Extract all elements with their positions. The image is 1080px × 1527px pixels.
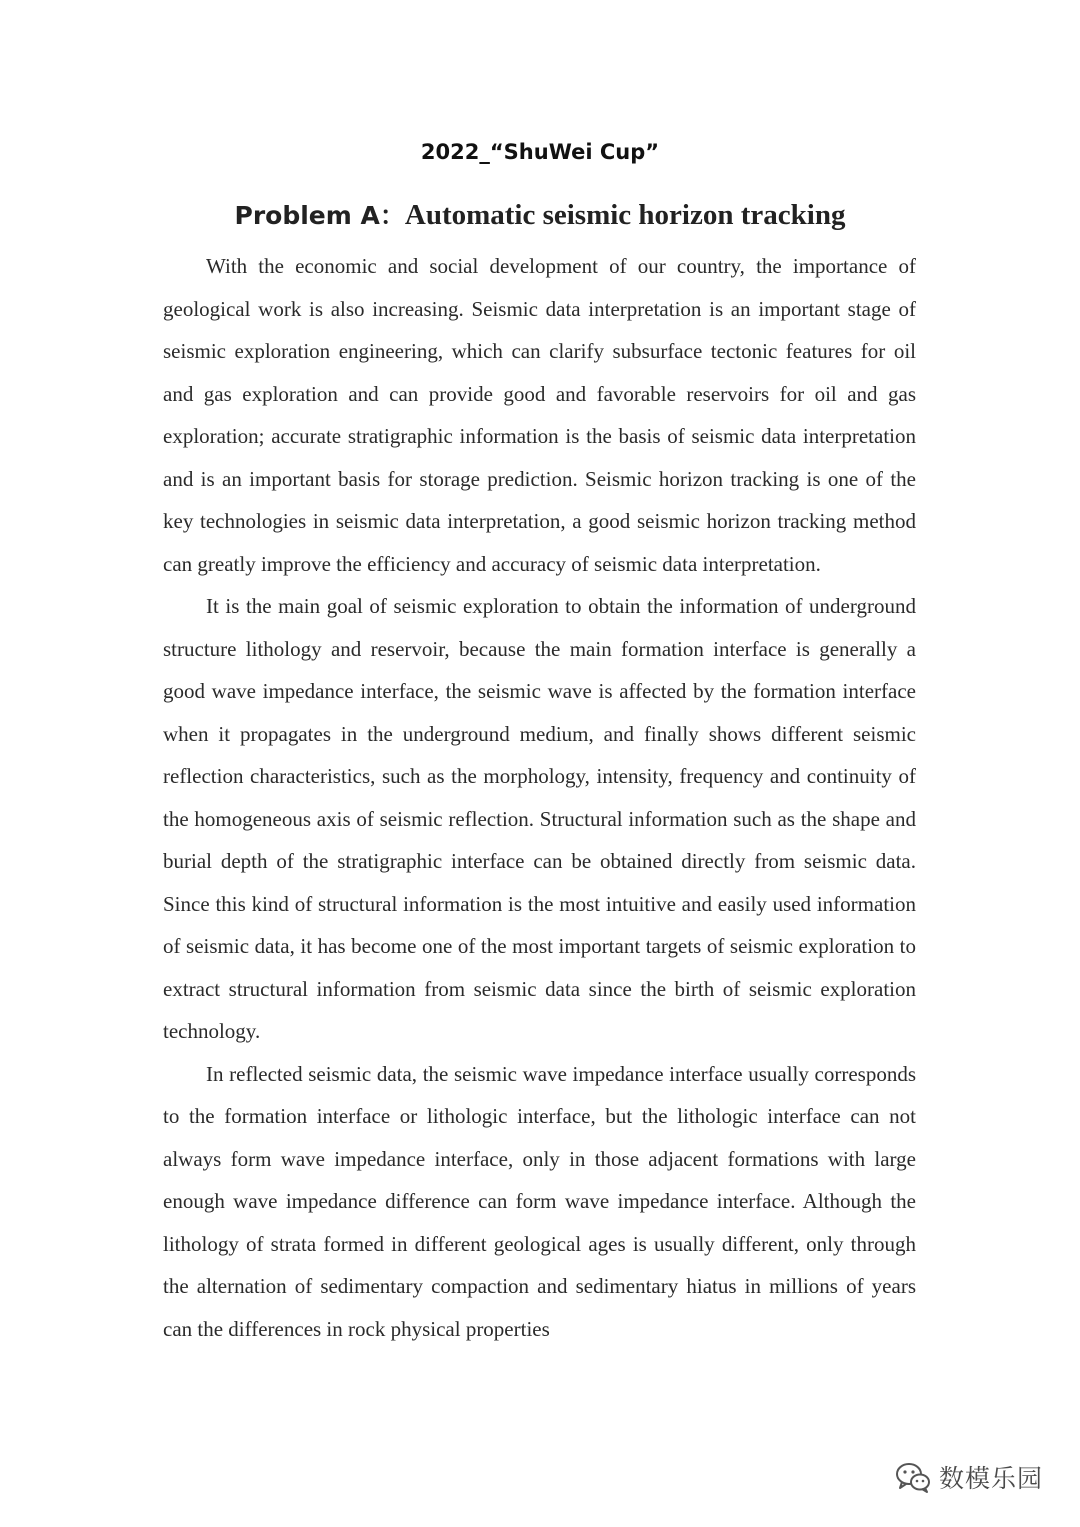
wechat-icon bbox=[893, 1457, 933, 1497]
watermark-text: 数模乐园 bbox=[939, 1464, 1044, 1493]
problem-name: Automatic seismic horizon tracking bbox=[404, 199, 846, 231]
watermark bbox=[893, 1457, 1043, 1497]
body-text bbox=[163, 245, 916, 1350]
contest-title: 2022_“ShuWei Cup” bbox=[420, 140, 660, 164]
paragraph-2: It is the main goal of seismic exploration to obtain the information of underground structure lithology and reservoir, because the main formation interface is generally a good wave impedance interface, the seismic wave is affected by the formation interface when it propagates in the underground medium, and finally shows different seismic reflection characteristics, such as the morphology, intensity, frequency and continuity of the homogeneous axis of seismic reflection. Structural information such as the shape and burial depth of the stratigraphic interface can be obtained directly from seismic data. Since this kind of structural information is the most intuitive and easily used information of seismic data, it has become one of the most important targets of seismic exploration to extract structural information from seismic data since the birth of seismic exploration technology. bbox=[163, 594, 916, 1043]
problem-label: Problem A： bbox=[234, 201, 405, 230]
paragraph-3: In reflected seismic data, the seismic wave impedance interface usually corresponds to the formation interface or lithologic interface, but the lithologic interface can not always form wave impedance interface, only in those adjacent formations with large enough wave impedance difference can form wave impedance interface. Although the lithology of strata formed in different geological ages is usually different, only through the alternation of sedimentary compaction and sedimentary hiatus in millions of years can the differences in rock physical properties bbox=[163, 1061, 916, 1341]
problem-title bbox=[0, 196, 1080, 232]
paragraph-1: With the economic and social development of our country, the importance of geological work is also increasing. Seismic data interpretation is an important stage of seismic exploration engineering, which can clarify subsurface tectonic features for oil and gas exploration and can provide good and favorable reservoirs for oil and gas exploration; accurate stratigraphic information is the basis of seismic data interpretation and is an important basis for storage prediction. Seismic horizon tracking is one of the key technologies in seismic data interpretation, a good seismic horizon tracking method can greatly improve the efficiency and accuracy of seismic data interpretation. bbox=[163, 254, 916, 576]
